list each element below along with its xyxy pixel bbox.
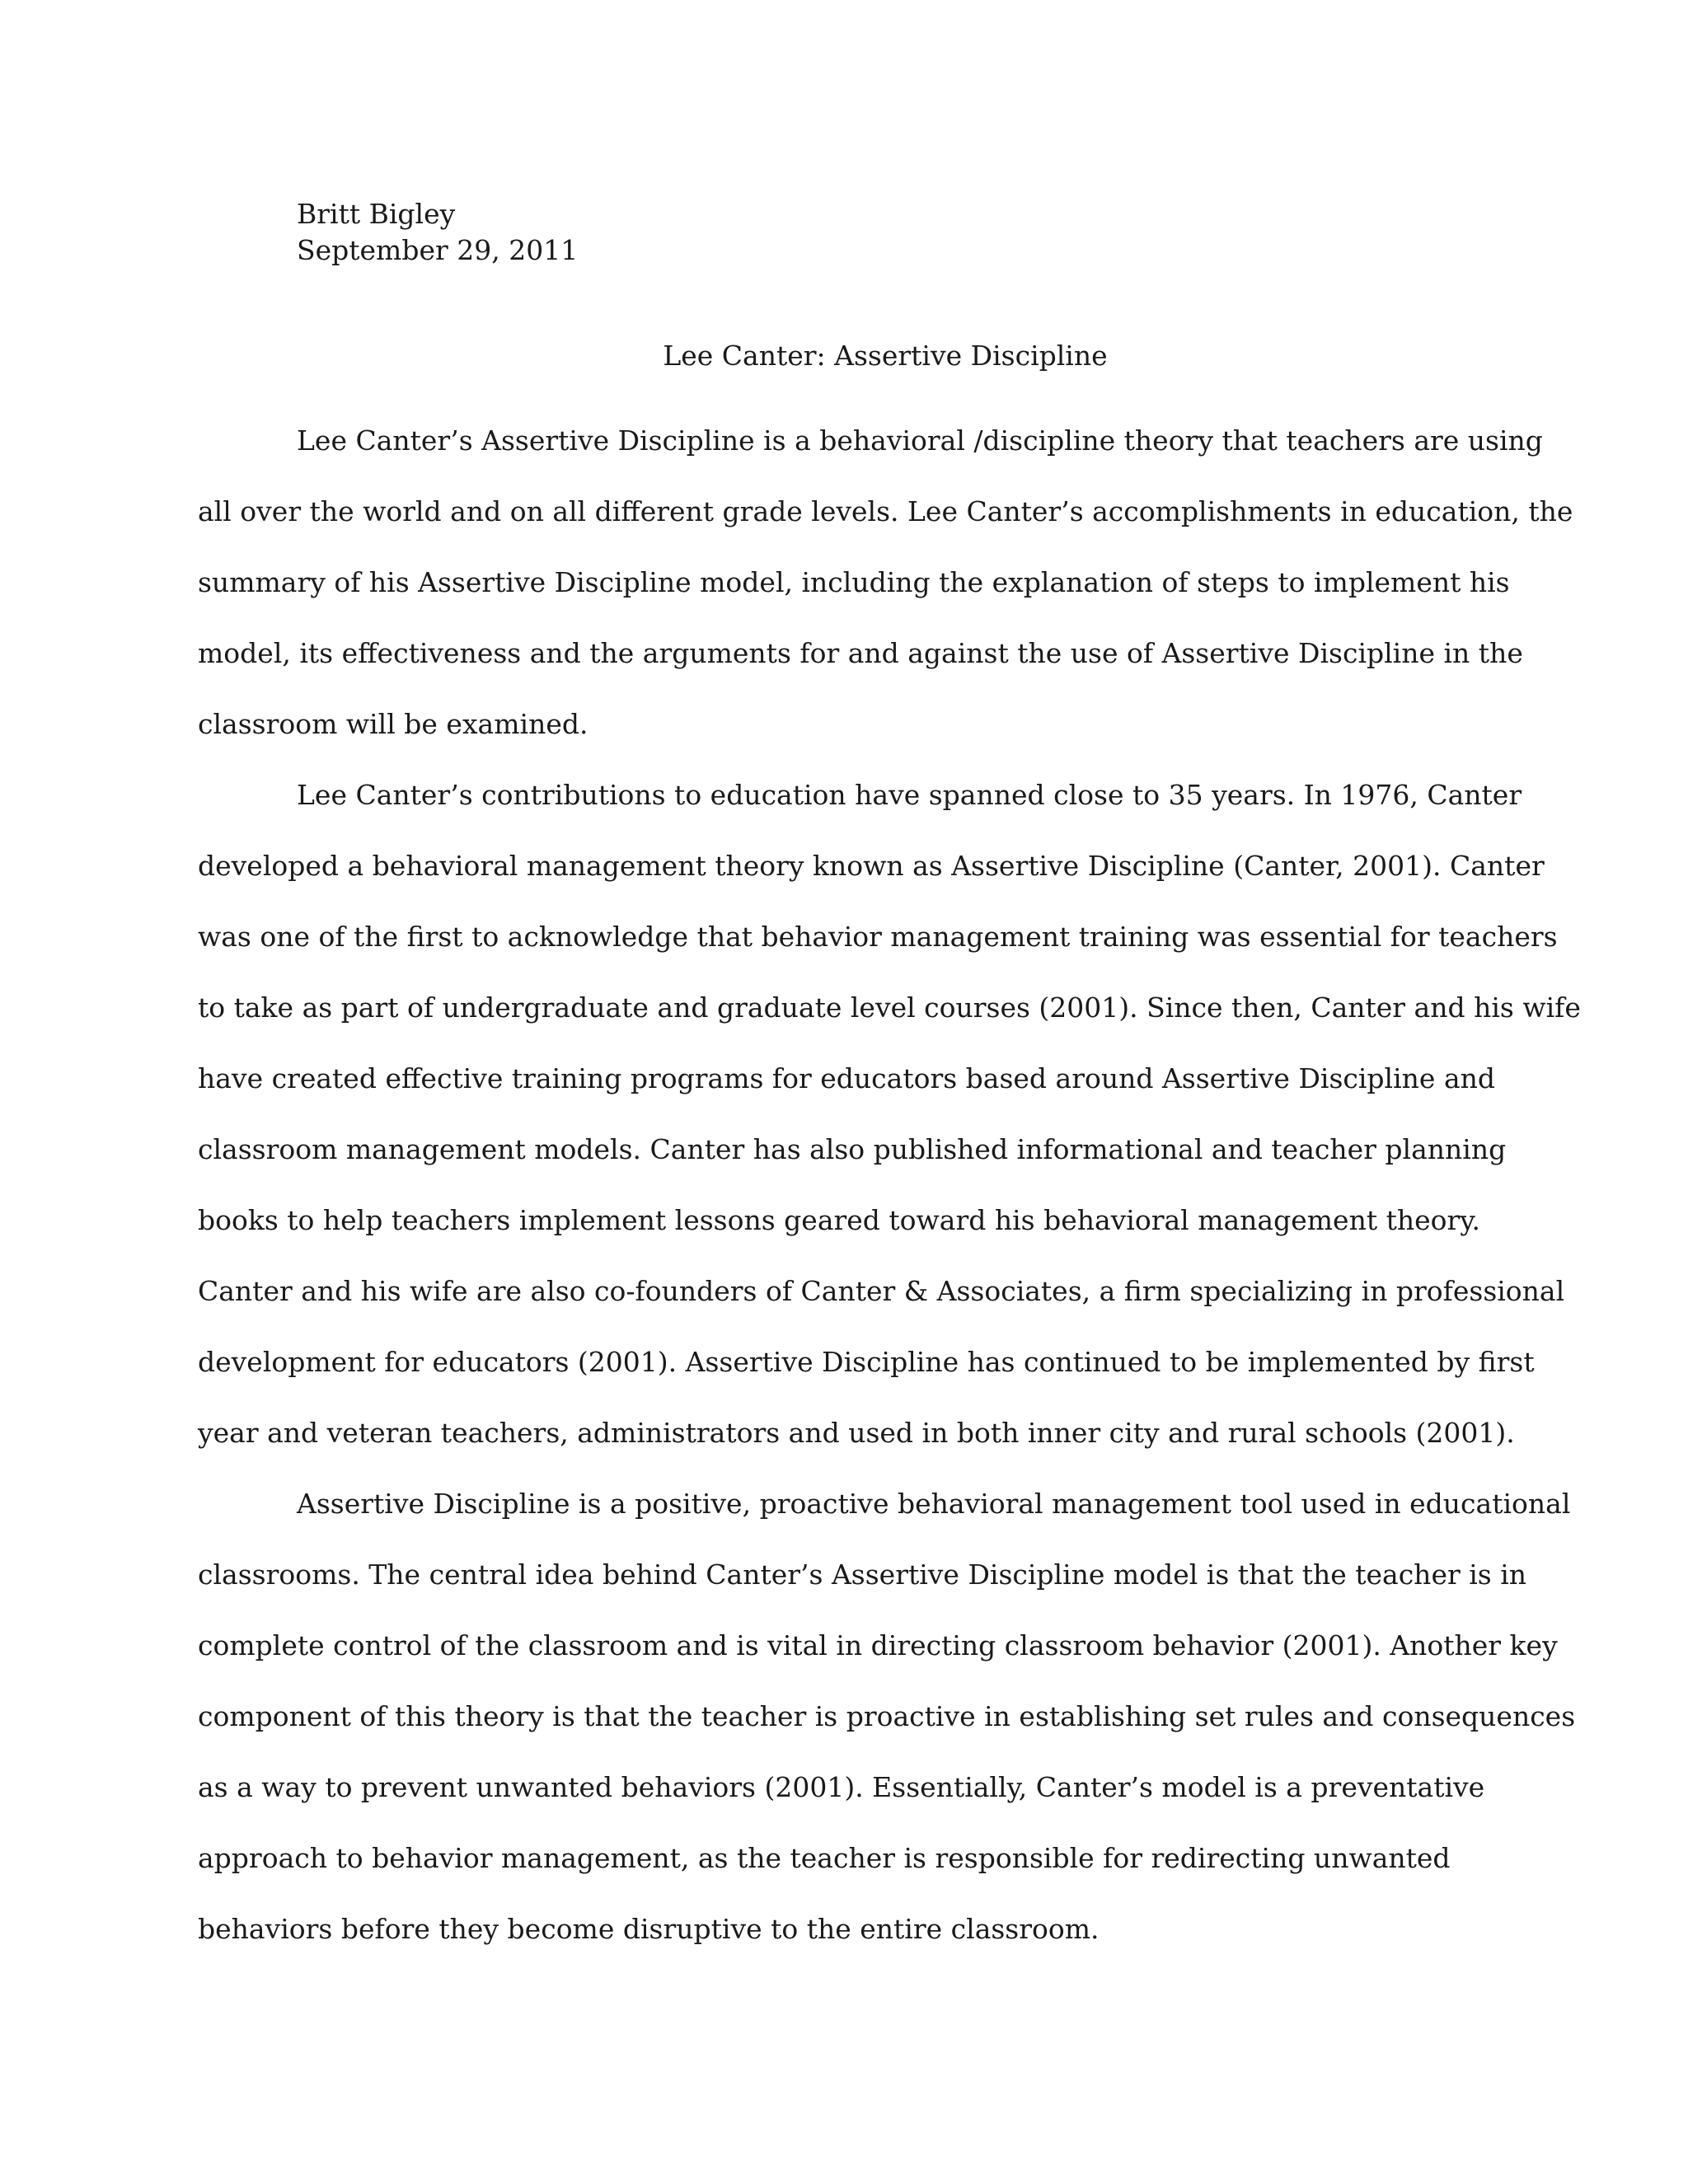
paragraph-line: approach to behavior management, as the teacher is responsible for redirecting unwanted [198, 1842, 1451, 1874]
paragraph-line: have created effective training programs for educators based around Assertive Discipline and [198, 1062, 1495, 1094]
paragraph-line: as a way to prevent unwanted behaviors (2001). Essentially, Canter’s model is a preventative [198, 1771, 1485, 1803]
paragraph-intro [198, 405, 1573, 760]
document-date: September 29, 2011 [297, 234, 579, 266]
paragraph-line: behaviors before they become disruptive to the entire classroom. [198, 1913, 1100, 1945]
document-body [198, 405, 1581, 1965]
author-name: Britt Bigley [297, 198, 456, 230]
paragraph-line: classroom will be examined. [198, 708, 588, 740]
document-title: Lee Canter: Assertive Discipline [663, 340, 1108, 372]
paragraph-line: to take as part of undergraduate and graduate level courses (2001). Since then, Canter and his wife [198, 991, 1581, 1024]
paragraph-line: development for educators (2001). Assertive Discipline has continued to be implemented by first [198, 1346, 1535, 1378]
paragraph-line: Lee Canter’s contributions to education have spanned close to 35 years. In 1976, Canter [297, 779, 1522, 811]
paragraph-contributions [198, 760, 1581, 1469]
paragraph-line: all over the world and on all different grade levels. Lee Canter’s accomplishments in education, the [198, 495, 1573, 527]
paragraph-line: model, its effectiveness and the arguments for and against the use of Assertive Discipline in the [198, 637, 1523, 669]
paragraph-line: classrooms. The central idea behind Canter’s Assertive Discipline model is that the teacher is in [198, 1558, 1527, 1591]
paragraph-line: summary of his Assertive Discipline model, including the explanation of steps to implement his [198, 566, 1510, 598]
paragraph-line: year and veteran teachers, administrators and used in both inner city and rural schools (2001). [198, 1417, 1515, 1449]
paragraph-line: Lee Canter’s Assertive Discipline is a behavioral /discipline theory that teachers are using [297, 424, 1543, 457]
document-header [297, 196, 578, 269]
paragraph-line: books to help teachers implement lessons geared toward his behavioral management theory. [198, 1204, 1481, 1236]
paragraph-line: Assertive Discipline is a positive, proactive behavioral management tool used in educational [297, 1488, 1571, 1520]
paragraph-line: complete control of the classroom and is vital in directing classroom behavior (2001). Another key [198, 1629, 1558, 1661]
paragraph-line: developed a behavioral management theory known as Assertive Discipline (Canter, 2001). Canter [198, 850, 1545, 882]
paragraph-model-summary [198, 1469, 1576, 1965]
paragraph-line: Canter and his wife are also co-founders of Canter & Associates, a firm specializing in professional [198, 1275, 1565, 1307]
paragraph-line: component of this theory is that the teacher is proactive in establishing set rules and consequences [198, 1700, 1576, 1732]
paragraph-line: was one of the first to acknowledge that behavior management training was essential for teachers [198, 921, 1558, 953]
paragraph-line: classroom management models. Canter has also published informational and teacher planning [198, 1133, 1507, 1165]
